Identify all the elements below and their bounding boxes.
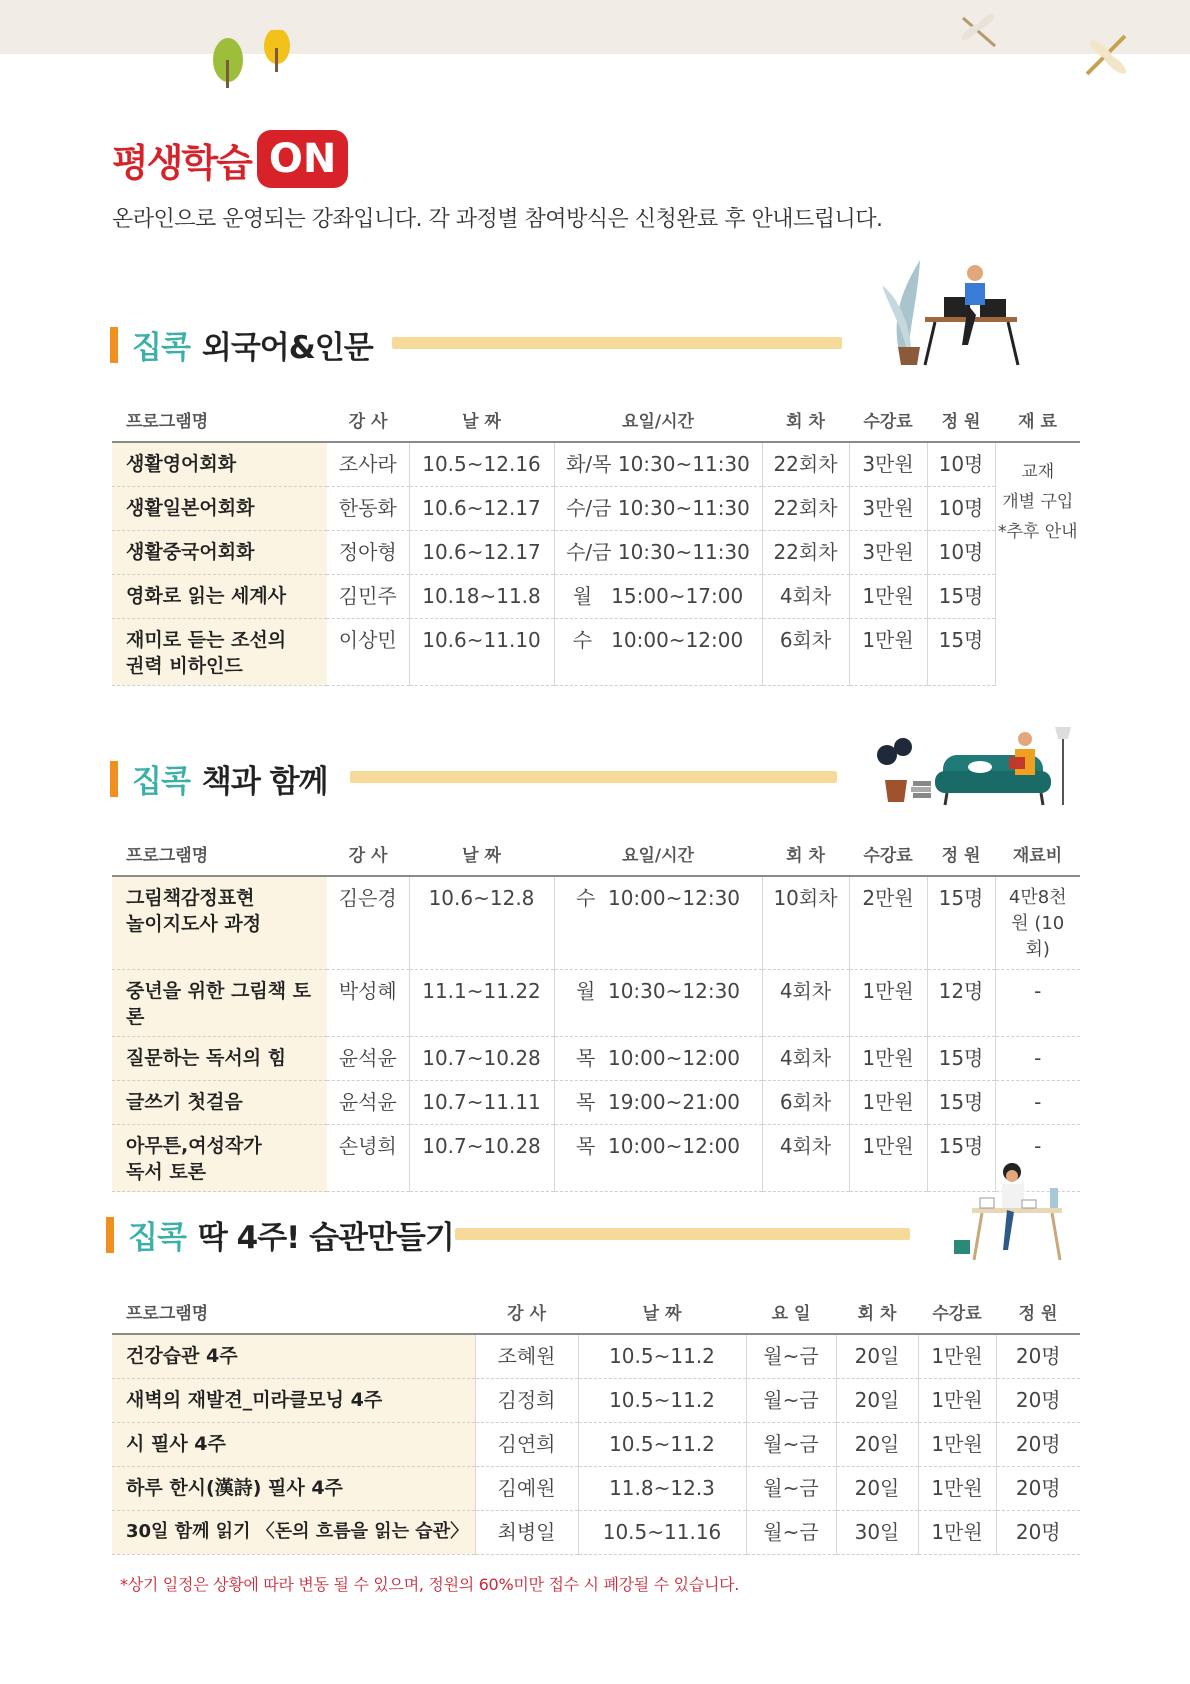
program-name: 생활일본어회화	[112, 486, 327, 530]
program-name: 그림책감정표현 놀이지도사 과정	[112, 876, 327, 970]
instructor: 손녕희	[327, 1125, 409, 1192]
session-count: 22회차	[762, 442, 849, 486]
material-info	[995, 442, 1080, 685]
capacity: 12명	[927, 970, 995, 1037]
footnote: *상기 일정은 상황에 따라 변동 될 수 있으며, 정원의 60%미만 접수 시 폐강될 수 있습니다.	[120, 1575, 740, 1594]
session-count: 30일	[836, 1510, 918, 1554]
instructor: 김민주	[327, 574, 409, 618]
table-row	[112, 442, 1080, 486]
capacity: 20명	[996, 1422, 1080, 1466]
table-row	[112, 530, 1080, 574]
program-name: 생활영어회화	[112, 442, 327, 486]
section-title: 외국어&인문	[201, 330, 373, 366]
col-header-sessions: 회 차	[762, 397, 849, 442]
col-header-capacity: 정 원	[927, 831, 995, 876]
session-count: 20일	[836, 1422, 918, 1466]
day-time: 수/금 10:30~11:30	[554, 486, 762, 530]
top-band	[0, 0, 1190, 54]
fee: 1만원	[918, 1510, 996, 1554]
section-accent-bar	[106, 1217, 114, 1253]
section-title: 딱 4주! 습관만들기	[197, 1220, 454, 1256]
day-time: 목 19:00~21:00	[554, 1081, 762, 1125]
fee: 3만원	[849, 442, 927, 486]
col-header-instructor: 강 사	[475, 1289, 578, 1334]
capacity: 15명	[927, 574, 995, 618]
col-header-date: 날 짜	[409, 397, 554, 442]
capacity: 15명	[927, 1081, 995, 1125]
section-heading-books	[110, 756, 327, 801]
date-range: 10.18~11.8	[409, 574, 554, 618]
fee: 2만원	[849, 876, 927, 970]
capacity: 20명	[996, 1466, 1080, 1510]
instructor: 이상민	[327, 618, 409, 685]
section-heading-habits	[106, 1212, 454, 1257]
col-header-fee: 수강료	[849, 831, 927, 876]
fee: 1만원	[918, 1334, 996, 1378]
table-row	[112, 1081, 1080, 1125]
page-title	[112, 130, 348, 188]
dragonfly-icon	[1075, 30, 1135, 80]
session-count: 20일	[836, 1466, 918, 1510]
section-key: 집콕	[132, 330, 190, 366]
session-count: 20일	[836, 1378, 918, 1422]
capacity: 15명	[927, 1037, 995, 1081]
session-count: 22회차	[762, 486, 849, 530]
program-name: 30일 함께 읽기 〈돈의 흐름을 읽는 습관〉	[112, 1510, 475, 1554]
section-title: 책과 함께	[201, 764, 328, 800]
fee: 1만원	[849, 970, 927, 1037]
day: 월~금	[746, 1334, 836, 1378]
date-range: 10.5~11.2	[578, 1422, 746, 1466]
section-divider-line	[455, 1228, 910, 1240]
session-count: 22회차	[762, 530, 849, 574]
day-time: 수 10:00~12:00	[554, 618, 762, 685]
program-name: 질문하는 독서의 힘	[112, 1037, 327, 1081]
table-row	[112, 1125, 1080, 1192]
instructor: 조사라	[327, 442, 409, 486]
instructor: 한동화	[327, 486, 409, 530]
date-range: 10.6~12.17	[409, 486, 554, 530]
col-header-program: 프로그램명	[112, 397, 327, 442]
date-range: 10.6~12.17	[409, 530, 554, 574]
date-range: 10.5~11.2	[578, 1334, 746, 1378]
fee: 1만원	[849, 1125, 927, 1192]
program-table-habits	[112, 1289, 1080, 1555]
section-heading-language	[110, 322, 373, 367]
date-range: 10.6~11.10	[409, 618, 554, 685]
col-header-capacity: 정 원	[927, 397, 995, 442]
table-row	[112, 1466, 1080, 1510]
day-time: 화/목 10:30~11:30	[554, 442, 762, 486]
day-time: 월 15:00~17:00	[554, 574, 762, 618]
table-row	[112, 876, 1080, 970]
fee: 1만원	[849, 618, 927, 685]
table-row	[112, 618, 1080, 685]
program-table-language	[112, 397, 1080, 686]
day: 월~금	[746, 1422, 836, 1466]
session-count: 20일	[836, 1334, 918, 1378]
table-row	[112, 1422, 1080, 1466]
col-header-fee: 수강료	[849, 397, 927, 442]
reading-sofa-illustration	[875, 725, 1075, 810]
col-header-date: 날 짜	[409, 831, 554, 876]
fee: 1만원	[849, 574, 927, 618]
day-time: 월 10:30~12:30	[554, 970, 762, 1037]
instructor: 정아형	[327, 530, 409, 574]
page-subtitle: 온라인으로 운영되는 강좌입니다. 각 과정별 참여방식은 신청완료 후 안내드립니다.	[112, 207, 883, 232]
day: 월~금	[746, 1466, 836, 1510]
day-time: 수/금 10:30~11:30	[554, 530, 762, 574]
date-range: 10.7~10.28	[409, 1037, 554, 1081]
material-cost: -	[995, 1037, 1080, 1081]
col-header-sessions: 회 차	[762, 831, 849, 876]
capacity: 15명	[927, 618, 995, 685]
instructor: 윤석윤	[327, 1037, 409, 1081]
session-count: 4회차	[762, 970, 849, 1037]
col-header-material: 재 료	[995, 397, 1080, 442]
date-range: 10.5~11.16	[578, 1510, 746, 1554]
instructor: 김정희	[475, 1378, 578, 1422]
session-count: 6회차	[762, 618, 849, 685]
table-row	[112, 1037, 1080, 1081]
section-key: 집콕	[132, 764, 190, 800]
day: 월~금	[746, 1510, 836, 1554]
instructor: 윤석윤	[327, 1081, 409, 1125]
program-name: 시 필사 4주	[112, 1422, 475, 1466]
study-desk-illustration	[952, 1160, 1067, 1270]
instructor: 김은경	[327, 876, 409, 970]
program-name: 중년을 위한 그림책 토론	[112, 970, 327, 1037]
table-row	[112, 1334, 1080, 1378]
col-header-program: 프로그램명	[112, 1289, 475, 1334]
capacity: 15명	[927, 876, 995, 970]
title-text: 평생학습	[112, 140, 251, 185]
fee: 1만원	[918, 1422, 996, 1466]
day-time: 수 10:00~12:30	[554, 876, 762, 970]
fee: 1만원	[849, 1037, 927, 1081]
date-range: 10.5~11.2	[578, 1378, 746, 1422]
material-line: *추후 안내	[997, 522, 1078, 542]
instructor: 김연희	[475, 1422, 578, 1466]
date-range: 10.7~10.28	[409, 1125, 554, 1192]
session-count: 4회차	[762, 1125, 849, 1192]
desk-worker-illustration	[880, 255, 1020, 370]
date-range: 10.6~12.8	[409, 876, 554, 970]
material-cost: 4만8천원 (10회)	[995, 876, 1080, 970]
table-row	[112, 1510, 1080, 1554]
program-table-books	[112, 831, 1080, 1192]
fee: 1만원	[849, 1081, 927, 1125]
day: 월~금	[746, 1378, 836, 1422]
capacity: 10명	[927, 486, 995, 530]
col-header-material-cost: 재료비	[995, 831, 1080, 876]
section-key: 집콕	[128, 1220, 186, 1256]
program-name: 생활중국어회화	[112, 530, 327, 574]
session-count: 6회차	[762, 1081, 849, 1125]
section-divider-line	[392, 337, 842, 349]
col-header-program: 프로그램명	[112, 831, 327, 876]
material-line: 개별 구입	[1002, 492, 1074, 512]
program-name: 재미로 듣는 조선의 권력 비하인드	[112, 618, 327, 685]
date-range: 11.1~11.22	[409, 970, 554, 1037]
table-row	[112, 574, 1080, 618]
fee: 1만원	[918, 1466, 996, 1510]
program-name: 건강습관 4주	[112, 1334, 475, 1378]
material-cost: -	[995, 970, 1080, 1037]
table-row	[112, 1378, 1080, 1422]
instructor: 조혜원	[475, 1334, 578, 1378]
col-header-sessions: 회 차	[836, 1289, 918, 1334]
program-name: 하루 한시(漢詩) 필사 4주	[112, 1466, 475, 1510]
col-header-day: 요 일	[746, 1289, 836, 1334]
dragonfly-icon	[955, 12, 1005, 52]
instructor: 김예원	[475, 1466, 578, 1510]
material-cost: -	[995, 1125, 1080, 1192]
day-time: 목 10:00~12:00	[554, 1037, 762, 1081]
section-accent-bar	[110, 761, 118, 797]
col-header-instructor: 강 사	[327, 831, 409, 876]
on-badge: ON	[257, 130, 348, 188]
fee: 3만원	[849, 530, 927, 574]
fee: 1만원	[918, 1378, 996, 1422]
material-line: 교재	[1021, 462, 1055, 482]
material-cost: -	[995, 1081, 1080, 1125]
col-header-day-time: 요일/시간	[554, 397, 762, 442]
col-header-date: 날 짜	[578, 1289, 746, 1334]
section-divider-line	[350, 771, 837, 783]
program-name: 글쓰기 첫걸음	[112, 1081, 327, 1125]
capacity: 20명	[996, 1510, 1080, 1554]
table-row	[112, 486, 1080, 530]
session-count: 4회차	[762, 1037, 849, 1081]
capacity: 20명	[996, 1334, 1080, 1378]
program-name: 아무튼,여성작가 독서 토론	[112, 1125, 327, 1192]
day-time: 목 10:00~12:00	[554, 1125, 762, 1192]
col-header-instructor: 강 사	[327, 397, 409, 442]
fee: 3만원	[849, 486, 927, 530]
tree-illustration	[205, 30, 295, 90]
session-count: 10회차	[762, 876, 849, 970]
date-range: 10.7~11.11	[409, 1081, 554, 1125]
date-range: 11.8~12.3	[578, 1466, 746, 1510]
instructor: 박성혜	[327, 970, 409, 1037]
instructor: 최병일	[475, 1510, 578, 1554]
capacity: 20명	[996, 1378, 1080, 1422]
capacity: 10명	[927, 442, 995, 486]
program-name: 영화로 읽는 세계사	[112, 574, 327, 618]
section-accent-bar	[110, 327, 118, 363]
session-count: 4회차	[762, 574, 849, 618]
program-name: 새벽의 재발견_미라클모닝 4주	[112, 1378, 475, 1422]
col-header-fee: 수강료	[918, 1289, 996, 1334]
date-range: 10.5~12.16	[409, 442, 554, 486]
capacity: 10명	[927, 530, 995, 574]
col-header-day-time: 요일/시간	[554, 831, 762, 876]
col-header-capacity: 정 원	[996, 1289, 1080, 1334]
table-row	[112, 970, 1080, 1037]
capacity: 15명	[927, 1125, 995, 1192]
